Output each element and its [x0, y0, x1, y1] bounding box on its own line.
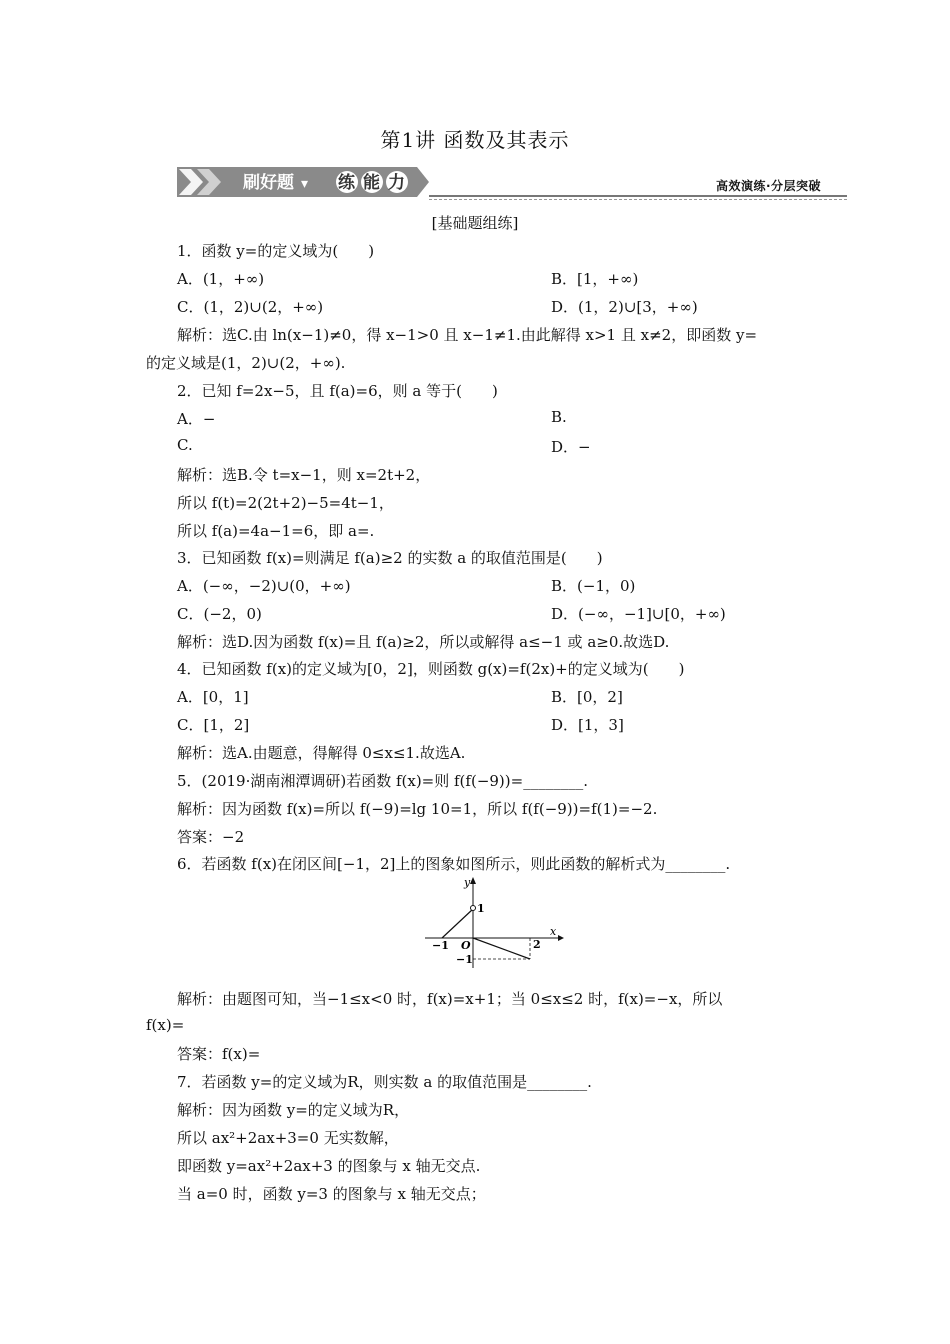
- solution-7-line-2: 所以 ax²+2ax+3=0 无实数解，: [177, 1129, 399, 1147]
- banner-mid-text-2: 能: [363, 173, 380, 193]
- function-graph: [420, 872, 565, 972]
- solution-1-line-2: 的定义域是(1，2)∪(2，+∞).: [146, 354, 346, 372]
- q4-option-c: C．[1，2]: [177, 716, 250, 734]
- solution-1-line-1: 解析：选C.由 ln(x−1)≠0，得 x−1>0 且 x−1≠1.由此解得 x>1 且 x≠2，即函数 y=: [177, 326, 758, 344]
- section-heading: [基础题组练]: [431, 214, 519, 232]
- q2-option-d: D．−: [551, 438, 591, 456]
- solution-7-line-1: 解析：因为函数 y=的定义域为R，: [177, 1101, 410, 1119]
- question-1: 1．函数 y=的定义域为( ): [177, 242, 375, 260]
- banner-rule-dashed: [429, 199, 847, 200]
- section-banner: [177, 167, 429, 197]
- q4-option-d: D．[1，3]: [551, 716, 624, 734]
- solution-2-line-1: 解析：选B.令 t=x−1，则 x=2t+2，: [177, 466, 431, 484]
- q1-option-c: C．(1，2)∪(2，+∞): [177, 298, 324, 316]
- solution-7-line-4: 当 a=0 时，函数 y=3 的图象与 x 轴无交点；: [177, 1185, 486, 1203]
- question-2: 2．已知 f=2x−5，且 f(a)=6，则 a 等于( ): [177, 382, 498, 400]
- answer-5: 答案：−2: [177, 828, 245, 846]
- q4-option-a: A．[0，1]: [177, 688, 249, 706]
- graph-label-one: 1: [477, 902, 485, 915]
- q2-option-c: C.: [177, 436, 193, 454]
- solution-2-line-3: 所以 f(a)=4a−1=6，即 a=.: [177, 522, 375, 540]
- q2-option-b: B.: [551, 408, 567, 426]
- q3-option-a: A．(−∞，−2)∪(0，+∞): [177, 577, 351, 595]
- banner-mid-text-3: 力: [388, 173, 405, 193]
- question-6: 6．若函数 f(x)在闭区间[−1，2]上的图象如图所示，则此函数的解析式为________.: [177, 855, 731, 873]
- q3-option-c: C．(−2，0): [177, 605, 262, 623]
- page-title: 第1讲 函数及其表示: [380, 128, 570, 152]
- solution-6-line-1: 解析：由题图可知，当−1≤x<0 时，f(x)=x+1；当 0≤x≤2 时，f(x)=−x，所以: [177, 990, 723, 1008]
- q4-option-b: B．[0，2]: [551, 688, 623, 706]
- graph-label-origin: O: [461, 939, 471, 952]
- solution-2-line-2: 所以 f(t)=2(2t+2)−5=4t−1，: [177, 494, 394, 512]
- question-4: 4．已知函数 f(x)的定义域为[0，2]，则函数 g(x)=f(2x)+的定义域为( ): [177, 660, 685, 678]
- solution-7-line-3: 即函数 y=ax²+2ax+3 的图象与 x 轴无交点.: [177, 1157, 481, 1175]
- q2-option-a: A．−: [177, 410, 216, 428]
- graph-y-label: y: [464, 876, 471, 889]
- banner-mid-text-1: 练: [338, 173, 355, 193]
- solution-5: 解析：因为函数 f(x)=所以 f(−9)=lg 10=1，所以 f(f(−9))=f(1)=−2.: [177, 800, 658, 818]
- q1-option-b: B．[1，+∞): [551, 270, 639, 288]
- answer-6: 答案：f(x)=: [177, 1045, 261, 1063]
- banner-right-text: 高效演练·分层突破: [716, 179, 822, 193]
- q1-option-a: A．(1，+∞): [177, 270, 265, 288]
- solution-4: 解析：选A.由题意，得解得 0≤x≤1.故选A.: [177, 744, 466, 762]
- q3-option-d: D．(−∞，−1]∪[0，+∞): [551, 605, 726, 623]
- banner-rule: [429, 195, 847, 197]
- q3-option-b: B．(−1，0): [551, 577, 636, 595]
- question-5: 5．(2019·湖南湘潭调研)若函数 f(x)=则 f(f(−9))=________.: [177, 772, 588, 790]
- graph-x-label: x: [550, 925, 557, 938]
- solution-3: 解析：选D.因为函数 f(x)=且 f(a)≥2，所以或解得 a≤−1 或 a≥0.故选D.: [177, 633, 670, 651]
- solution-6-line-2: f(x)=: [146, 1016, 185, 1034]
- question-7: 7．若函数 y=的定义域为R，则实数 a 的取值范围是________.: [177, 1073, 592, 1091]
- graph-label-neg1-y: −1: [456, 953, 473, 966]
- graph-label-neg1-x: −1: [432, 939, 449, 952]
- svg-text:▾: ▾: [301, 176, 309, 192]
- q1-option-d: D．(1，2)∪[3，+∞): [551, 298, 698, 316]
- graph-label-two: 2: [533, 938, 541, 951]
- question-3: 3．已知函数 f(x)=则满足 f(a)≥2 的实数 a 的取值范围是( ): [177, 549, 603, 567]
- banner-left-text: 刷好题: [243, 173, 294, 193]
